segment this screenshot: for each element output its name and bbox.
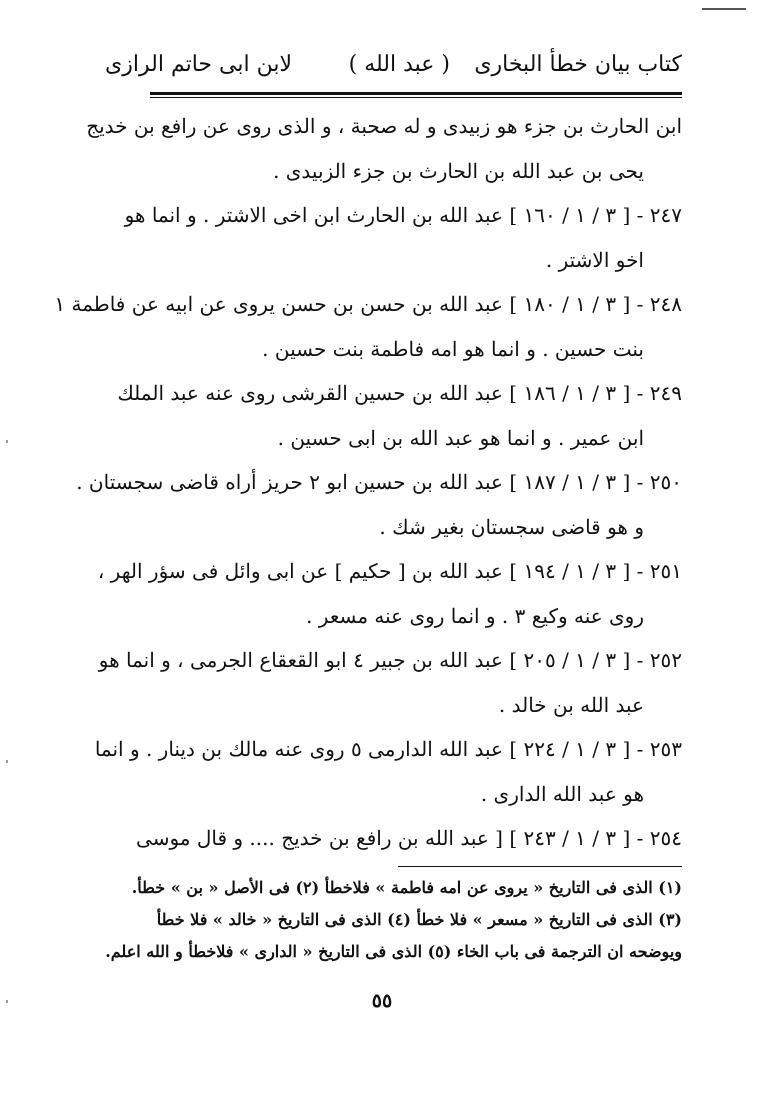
text-line: بنت حسين . و انما هو امه فاطمة بنت حسين . <box>262 336 644 361</box>
text-line: عبد الله بن خالد . <box>498 692 644 717</box>
header-rule <box>150 92 682 95</box>
entry-253-line: ٢٥٣ - [ ٣ / ١ / ٢٢٤ ] عبد الله الدارمى ٥ روى عنه مالك بن دينار . و انما <box>94 737 682 761</box>
text-line: هو عبد الله الدارى . <box>480 781 644 806</box>
header-author: لابن ابى حاتم الرازى <box>105 52 292 77</box>
entry-247-line: ٢٤٧ - [ ٣ / ١ / ١٦٠ ] عبد الله بن الحارث ابن اخى الاشتر . و انما هو <box>124 203 682 227</box>
entry-252-line: ٢٥٢ - [ ٣ / ١ / ٢٠٥ ] عبد الله بن جبير ٤ ابو القعقاع الجرمى ، و انما هو <box>98 648 682 672</box>
text-line: و هو قاضى سجستان بغير شك . <box>379 514 644 539</box>
footnote-rule <box>398 866 682 867</box>
footnote-line: ويوضحه ان الترجمة فى باب الخاء (٥) الذى فى التاريخ « الدارى » فلاخطأ و الله اعلم. <box>105 942 682 961</box>
footnotes <box>105 872 682 968</box>
scan-edge-mark <box>6 760 8 763</box>
entry-249-line: ٢٤٩ - [ ٣ / ١ / ١٨٦ ] عبد الله بن حسين القرشى روى عنه عبد الملك <box>117 381 682 405</box>
running-header <box>105 46 682 86</box>
entry-250-line: ٢٥٠ - [ ٣ / ١ / ١٨٧ ] عبد الله بن حسين ابو ٢ حريز أراه قاضى سجستان . <box>76 470 682 494</box>
footnote-line: (٣) الذى فى التاريخ « مسعر » فلا خطأ (٤) الذى فى التاريخ « خالد » فلا خطأ <box>156 910 682 929</box>
text-line: ابن عمير . و انما هو عبد الله بن ابى حسين . <box>277 425 644 450</box>
text-line: اخو الاشتر . <box>545 247 644 272</box>
header-section: ( عبد الله ) <box>348 52 450 77</box>
main-text <box>54 104 682 861</box>
scan-edge-mark <box>6 440 8 443</box>
scan-corner-mark <box>702 8 746 10</box>
header-rule-thin <box>150 97 682 98</box>
footnote-line: (١) الذى فى التاريخ « يروى عن امه فاطمة » فلاخطأ (٢) فى الأصل « بن » خطأ. <box>131 878 682 897</box>
text-line: يحى بن عبد الله بن الحارث بن جزء الزبيدى . <box>273 158 644 183</box>
header-book-title: كتاب بيان خطأ البخارى <box>474 52 682 77</box>
page-number: ٥٥ <box>371 990 393 1012</box>
entry-254-line: ٢٥٤ - [ ٣ / ١ / ٢٤٣ ] [ عبد الله بن رافع بن خديج .... و قال موسى <box>136 826 682 850</box>
entry-248-line: ٢٤٨ - [ ٣ / ١ / ١٨٠ ] عبد الله بن حسن بن حسن يروى عن ابيه عن فاطمة ١ <box>54 292 682 316</box>
text-line: ابن الحارث بن جزء هو زبيدى و له صحبة ، و الذى روى عن رافع بن خديج <box>86 114 682 138</box>
entry-251-line: ٢٥١ - [ ٣ / ١ / ١٩٤ ] عبد الله بن [ حكيم ] عن ابى وائل فى سؤر الهر ، <box>97 559 682 583</box>
text-line: روى عنه وكيع ٣ . و انما روى عنه مسعر . <box>306 603 644 628</box>
